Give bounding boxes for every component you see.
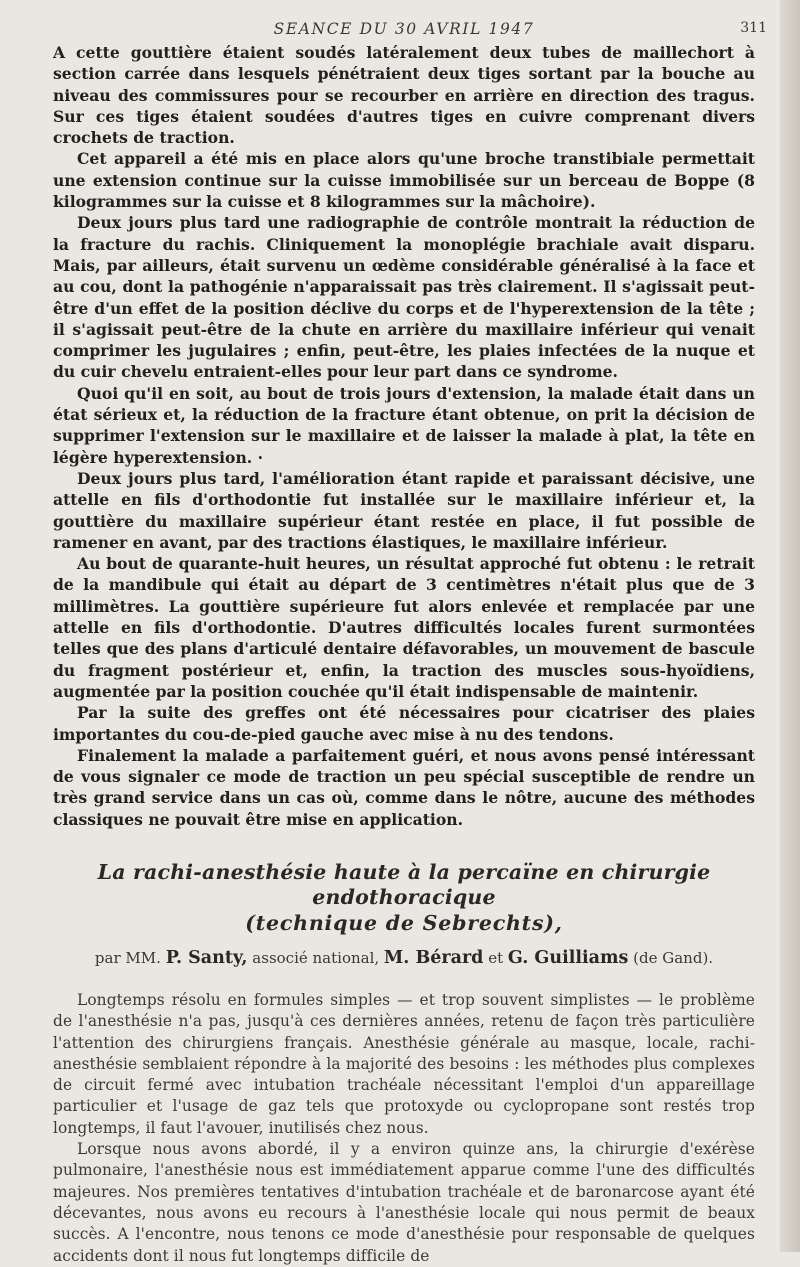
- author-guilliams-affiliation: (de Gand).: [633, 948, 714, 967]
- article-subtitle: (technique de Sebrechts),: [245, 910, 563, 935]
- authors-connector: et: [488, 948, 504, 967]
- paragraph: Finalement la malade a parfaitement guéri, et nous avons pensé intéressant de vous signaler ce mode de traction un peu spécial susceptible de rendre un très grand service dans un cas où, comme dans le nôtre, aucune des méthodes classiques ne pouvait être mise en application.: [53, 745, 755, 829]
- article-authors: [53, 948, 755, 968]
- paragraph: Cet appareil a été mis en place alors qu'une broche transtibiale permettait une extension continue sur la cuisse immobilisée sur un berceau de Boppe (8 kilogrammes sur la cuisse et 8 kilogrammes sur la mâchoire).: [53, 149, 755, 212]
- paragraph: A cette gouttière étaient soudés latéralement deux tubes de maillechort à section carrée dans lesquels pénétraient deux tiges sortant par la bouche au niveau des commissures pour se recourber en arrière en direction des tragus. Sur ces tiges étaient soudées d'autres tiges en cuivre comprenant divers crochets de traction.: [53, 43, 755, 148]
- running-title: SEANCE DU 30 AVRIL 1947: [273, 20, 535, 38]
- paragraph: Au bout de quarante-huit heures, un résultat approché fut obtenu : le retrait de la mandibule qui était au départ de 3 centimètres n'était plus que de 3 millimètres. La gouttière supérieure fut alors enlevée et remplacée par une attelle en fils d'orthodontie. D'autres difficultés locales furent surmontées telles que des plans d'articulé dentaire défavorables, un mouvement de bascule du fragment postérieur et, enfin, la traction des muscles sous-hyoïdiens, augmentée par la position couchée qu'il était indispensable de maintenir.: [53, 554, 755, 701]
- paragraph: Longtemps résolu en formules simples — et trop souvent simplistes — le problème de l'anesthésie n'a pas, jusqu'à ces dernières années, retenu de façon très particulière l'attention des chirurgiens français. Anesthésie générale au masque, locale, rachi-anesthésie semblaient répondre à la majorité des besoins : les méthodes plus complexes de circuit fermé avec intubation trachéale nécessitant l'emploi d'un appareillage particulier et l'usage de gaz tels que protoxyde ou cyclopropane sont restés trop longtemps, il faut l'avouer, inutilisés chez nous.: [53, 990, 755, 1137]
- page-edge-shadow: [780, 0, 800, 1252]
- author-santy: P. Santy,: [165, 947, 248, 968]
- paragraph: Par la suite des greffes ont été nécessaires pour cicatriser des plaies importantes du cou-de-pied gauche avec mise à nu des tendons.: [53, 703, 755, 744]
- author-santy-affiliation: associé national,: [252, 948, 380, 967]
- page-number: 311: [740, 20, 767, 36]
- article-title: La rachi-anesthésie haute à la percaïne en chirurgie endothoracique: [97, 859, 711, 909]
- paragraph: Lorsque nous avons abordé, il y a environ quinze ans, la chirurgie d'exérèse pulmonaire, l'anesthésie nous est immédiatement apparue comme l'une des difficultés majeures. Nos premières tentatives d'intubation trachéale et de baronarcose ayant été décevantes, nous avons eu recours à l'anesthésie locale qui nous permit de beaux succès. A l'encontre, nous tenons ce mode d'anesthésie pour responsable de quelques accidents dont il nous fut longtemps difficile de: [53, 1140, 755, 1265]
- author-berard: M. Bérard: [383, 947, 484, 968]
- authors-prefix: par MM.: [94, 948, 161, 967]
- paragraph: Deux jours plus tard une radiographie de contrôle montrait la réduction de la fracture du rachis. Cliniquement la monoplégie brachiale avait disparu. Mais, par ailleurs, était survenu un œdème considérable généralisé à la face et au cou, dont la pathogénie n'apparaissait pas très clairement. Il s'agissait peut-être d'un effet de la position déclive du corps et de l'hyperextension de la tête ; il s'agissait peut-être de la chute en arrière du maxillaire inférieur qui venait comprimer les jugulaires ; enfin, peut-être, les plaies infectées de la nuque et du cuir chevelu entraient-elles pour leur part dans ce syndrome.: [53, 213, 755, 382]
- previous-article-body: [53, 42, 755, 830]
- paragraph: Deux jours plus tard, l'amélioration étant rapide et paraissant décisive, une attelle en fils d'orthodontie fut installée sur le maxillaire inférieur et, la gouttière du maxillaire supérieur étant restée en place, il fut possible de ramener en avant, par des tractions élastiques, le maxillaire inférieur.: [53, 468, 755, 552]
- document-page: [53, 14, 767, 1267]
- running-header: [53, 14, 767, 42]
- article-body: [53, 990, 755, 1267]
- author-guilliams: G. Guilliams: [507, 947, 629, 968]
- paragraph: Quoi qu'il en soit, au bout de trois jours d'extension, la malade était dans un état sérieux et, la réduction de la fracture étant obtenue, on prit la décision de supprimer l'extension sur le maxillaire et de laisser la malade à plat, la tête en légère hyperextension. ·: [53, 383, 755, 467]
